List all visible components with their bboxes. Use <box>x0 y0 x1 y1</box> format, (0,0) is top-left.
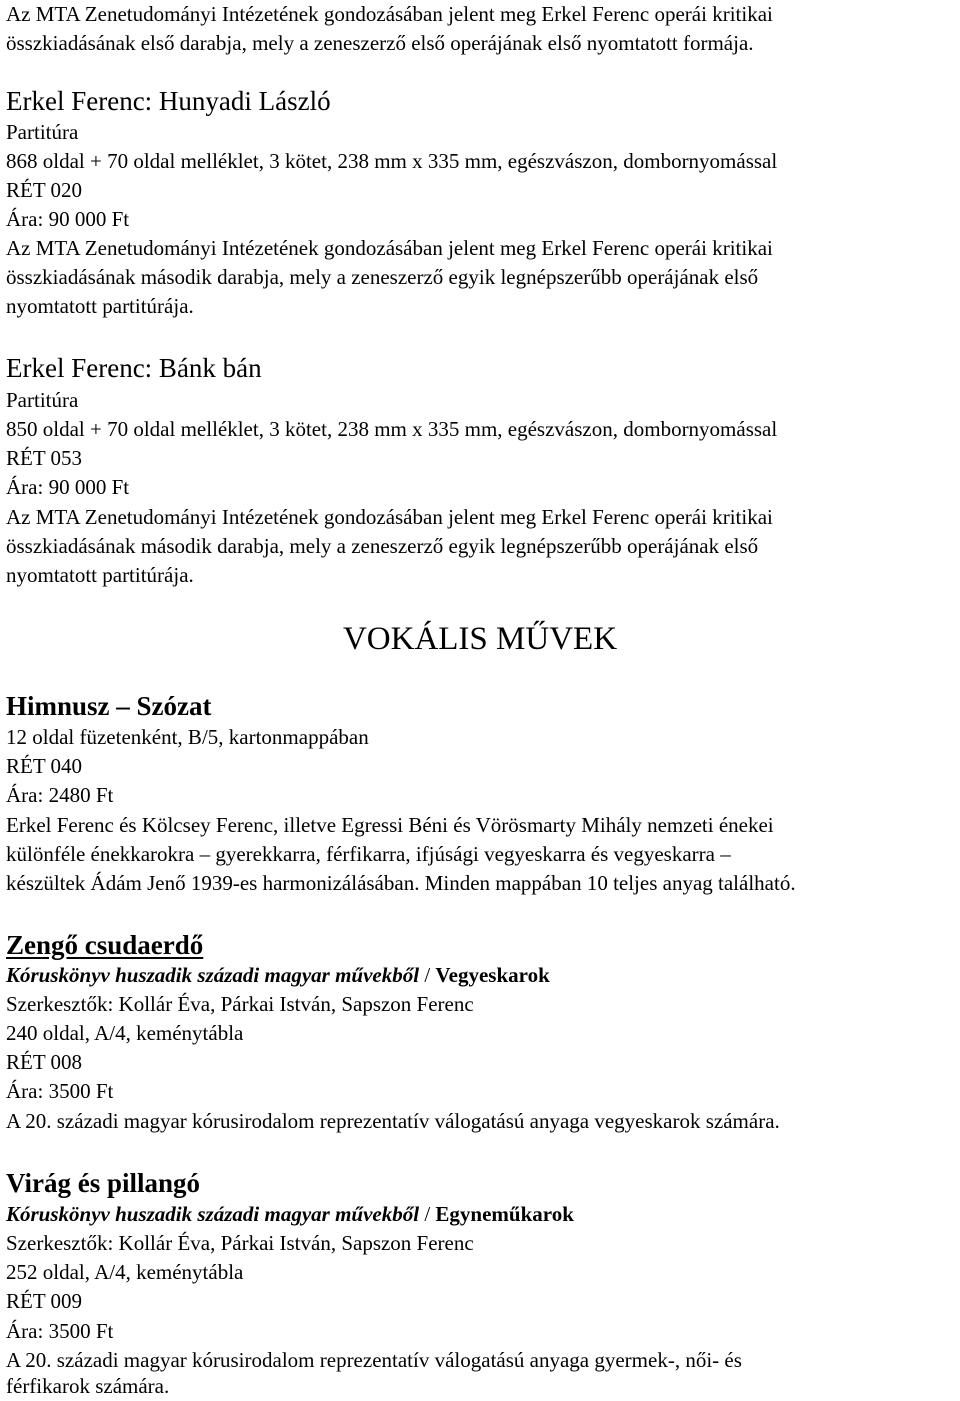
bankban-price: Ára: 90 000 Ft <box>6 475 130 499</box>
virag-editors: Szerkesztők: Kollár Éva, Párkai István, Sapszon Ferenc <box>6 1231 474 1255</box>
himnusz-title: Himnusz – Szózat <box>6 691 212 721</box>
himnusz-specs: 12 oldal füzetenként, B/5, kartonmappában <box>6 725 369 749</box>
himnusz-desc-3: készültek Ádám Jenő 1939-es harmonizálásában. Minden mappában 10 teljes anyag található. <box>6 871 796 895</box>
virag-desc-2: férfikarok számára. <box>6 1374 170 1398</box>
bankban-code: RÉT 053 <box>6 446 83 470</box>
virag-price: Ára: 3500 Ft <box>6 1319 114 1343</box>
himnusz-desc-1: Erkel Ferenc és Kölcsey Ferenc, illetve Egressi Béni és Vörösmarty Mihály nemzeti énekei <box>6 813 774 837</box>
zengo-editors: Szerkesztők: Kollár Éva, Párkai István, Sapszon Ferenc <box>6 992 474 1016</box>
bankban-desc-1: Az MTA Zenetudományi Intézetének gondozásában jelent meg Erkel Ferenc operái kritikai <box>6 505 773 529</box>
hunyadi-title: Erkel Ferenc: Hunyadi László <box>6 86 331 116</box>
intro-line-1: Az MTA Zenetudományi Intézetének gondozásában jelent meg Erkel Ferenc operái kritikai <box>6 2 773 26</box>
bankban-title: Erkel Ferenc: Bánk bán <box>6 353 262 383</box>
virag-subtitle <box>6 1200 574 1229</box>
virag-subtitle-separator: / <box>419 1202 436 1226</box>
zengo-price: Ára: 3500 Ft <box>6 1079 114 1103</box>
hunyadi-type: Partitúra <box>6 120 79 144</box>
virag-title: Virág és pillangó <box>6 1168 201 1198</box>
hunyadi-desc-1: Az MTA Zenetudományi Intézetének gondozásában jelent meg Erkel Ferenc operái kritikai <box>6 236 773 260</box>
zengo-code: RÉT 008 <box>6 1050 83 1074</box>
bankban-desc-2: összkiadásának második darabja, mely a zeneszerző egyik legnépszerűbb operájának első <box>6 534 759 558</box>
virag-subtitle-bold: Egyneműkarok <box>435 1202 574 1226</box>
zengo-title: Zengő csudaerdő <box>6 930 204 960</box>
virag-desc-1: A 20. századi magyar kórusirodalom reprezentatív válogatású anyaga gyermek-, női- és <box>6 1348 742 1372</box>
zengo-subtitle-separator: / <box>419 963 436 987</box>
bankban-desc-3: nyomtatott partitúrája. <box>6 563 194 587</box>
bankban-specs: 850 oldal + 70 oldal melléklet, 3 kötet, 238 mm x 335 mm, egészvászon, dombornyomással <box>6 417 778 441</box>
section-heading: VOKÁLIS MŰVEK <box>342 621 618 657</box>
hunyadi-desc-3: nyomtatott partitúrája. <box>6 294 194 318</box>
intro-line-2: összkiadásának első darabja, mely a zeneszerző első operájának első nyomtatott formája. <box>6 31 754 55</box>
hunyadi-specs: 868 oldal + 70 oldal melléklet, 3 kötet, 238 mm x 335 mm, egészvászon, dombornyomással <box>6 149 778 173</box>
zengo-specs: 240 oldal, A/4, keménytábla <box>6 1021 244 1045</box>
zengo-desc-1: A 20. századi magyar kórusirodalom reprezentatív válogatású anyaga vegyeskarok számára. <box>6 1109 780 1133</box>
virag-subtitle-italic: Kóruskönyv huszadik századi magyar művekből <box>6 1202 420 1226</box>
bankban-type: Partitúra <box>6 388 79 412</box>
zengo-subtitle-italic: Kóruskönyv huszadik századi magyar művekből <box>6 963 420 987</box>
hunyadi-desc-2: összkiadásának második darabja, mely a zeneszerző egyik legnépszerűbb operájának első <box>6 265 759 289</box>
hunyadi-code: RÉT 020 <box>6 178 83 202</box>
himnusz-code: RÉT 040 <box>6 754 83 778</box>
zengo-subtitle <box>6 961 550 990</box>
himnusz-desc-2: különféle énekkarokra – gyerekkarra, férfikarra, ifjúsági vegyeskarra és vegyeskarra – <box>6 842 731 866</box>
hunyadi-price: Ára: 90 000 Ft <box>6 207 130 231</box>
virag-code: RÉT 009 <box>6 1289 83 1313</box>
virag-specs: 252 oldal, A/4, keménytábla <box>6 1260 244 1284</box>
zengo-subtitle-bold: Vegyeskarok <box>435 963 550 987</box>
himnusz-price: Ára: 2480 Ft <box>6 783 114 807</box>
